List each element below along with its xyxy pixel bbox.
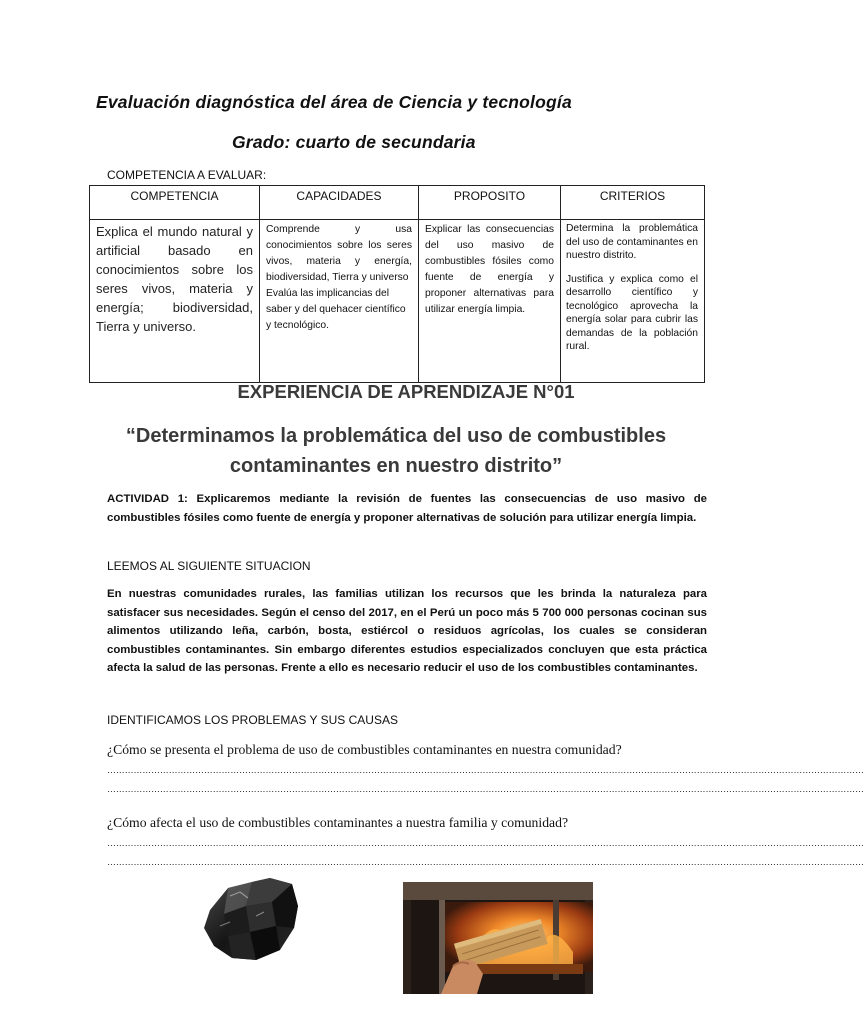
coal-image bbox=[200, 876, 302, 962]
answer-line-1a[interactable]: …………………………………………………………………………………………………………………………………………………………………………………………………………………………………… bbox=[107, 765, 864, 775]
activity-text: ACTIVIDAD 1: Explicaremos mediante la revisión de fuentes las consecuencias de uso masivo de combustibles fósiles como fuente de energía y proponer alternativas de solución para utilizar energía limpia. bbox=[107, 493, 707, 524]
capacidad-1: Comprende y usa conocimientos sobre los seres vivos, materia y energía, biodiversidad, Tierra y universo bbox=[266, 224, 412, 283]
document-title: Evaluación diagnóstica del área de Ciencia y tecnología bbox=[96, 92, 572, 112]
grade-heading: Grado: cuarto de secundaria bbox=[232, 132, 476, 152]
firewood-stove-image bbox=[403, 882, 593, 994]
problems-heading: IDENTIFICAMOS LOS PROBLEMAS Y SUS CAUSAS bbox=[107, 713, 398, 727]
cell-capacidades bbox=[260, 220, 419, 383]
experience-heading: EXPERIENCIA DE APRENDIZAJE N°01 bbox=[237, 381, 575, 402]
question-2: ¿Cómo afecta el uso de combustibles contaminantes a nuestra familia y comunidad? bbox=[107, 815, 569, 830]
cell-competencia: Explica el mundo natural y artificial basado en conocimientos sobre los seres vivos, materia y energía; biodiversidad, Tierra y universo. bbox=[90, 220, 260, 383]
column-header-proposito: PROPOSITO bbox=[419, 186, 561, 220]
question-1: ¿Cómo se presenta el problema de uso de combustibles contaminantes en nuestra comunidad? bbox=[107, 742, 622, 757]
experience-title: “Determinamos la problemática del uso de combustibles contaminantes en nuestro distrito” bbox=[125, 425, 667, 477]
answer-line-2a[interactable]: …………………………………………………………………………………………………………………………………………………………………………………………………………………………………… bbox=[107, 838, 864, 848]
answer-line-2b[interactable]: …………………………………………………………………………………………………………………………………………………………………………………………………………………………………… bbox=[107, 857, 864, 867]
column-header-capacidades: CAPACIDADES bbox=[260, 186, 419, 220]
cell-proposito: Explicar las consecuencias del uso masivo de combustibles fósiles como fuente de energía y proponer alternativas para utilizar energía limpia. bbox=[419, 220, 561, 383]
cell-criterios bbox=[561, 220, 705, 383]
answer-line-1b[interactable]: …………………………………………………………………………………………………………………………………………………………………………………………………………………………………… bbox=[107, 784, 864, 794]
criterio-2: Justifica y explica como el desarrollo científico y tecnológico aprovecha la energía solar para cubrir las demandas de la población rural. bbox=[566, 273, 698, 352]
competence-table bbox=[89, 185, 705, 383]
criterio-1: Determina la problemática del uso de contaminantes en nuestro distrito. bbox=[566, 223, 698, 261]
capacidad-2: Evalúa las implicancias del saber y del quehacer científico y tecnológico. bbox=[266, 288, 406, 331]
column-header-competencia: COMPETENCIA bbox=[90, 186, 260, 220]
competence-label: COMPETENCIA A EVALUAR: bbox=[107, 168, 267, 182]
reading-heading: LEEMOS AL SIGUIENTE SITUACION bbox=[107, 559, 311, 573]
reading-text: En nuestras comunidades rurales, las familias utilizan los recursos que les brinda la naturaleza para satisfacer sus necesidades. Según el censo del 2017, en el Perú un poco más 5 700 000 personas cocinan sus alimentos utilizando leña, carbón, bosta, estiércol o residuos agrícolas, los cuales se consideran combustibles contaminantes. Sin embargo diferentes estudios especializados concluyen que esta práctica afecta la salud de las personas. Frente a ello es necesario reducir el uso de los combustibles contaminantes. bbox=[107, 588, 707, 674]
column-header-criterios: CRITERIOS bbox=[561, 186, 705, 220]
